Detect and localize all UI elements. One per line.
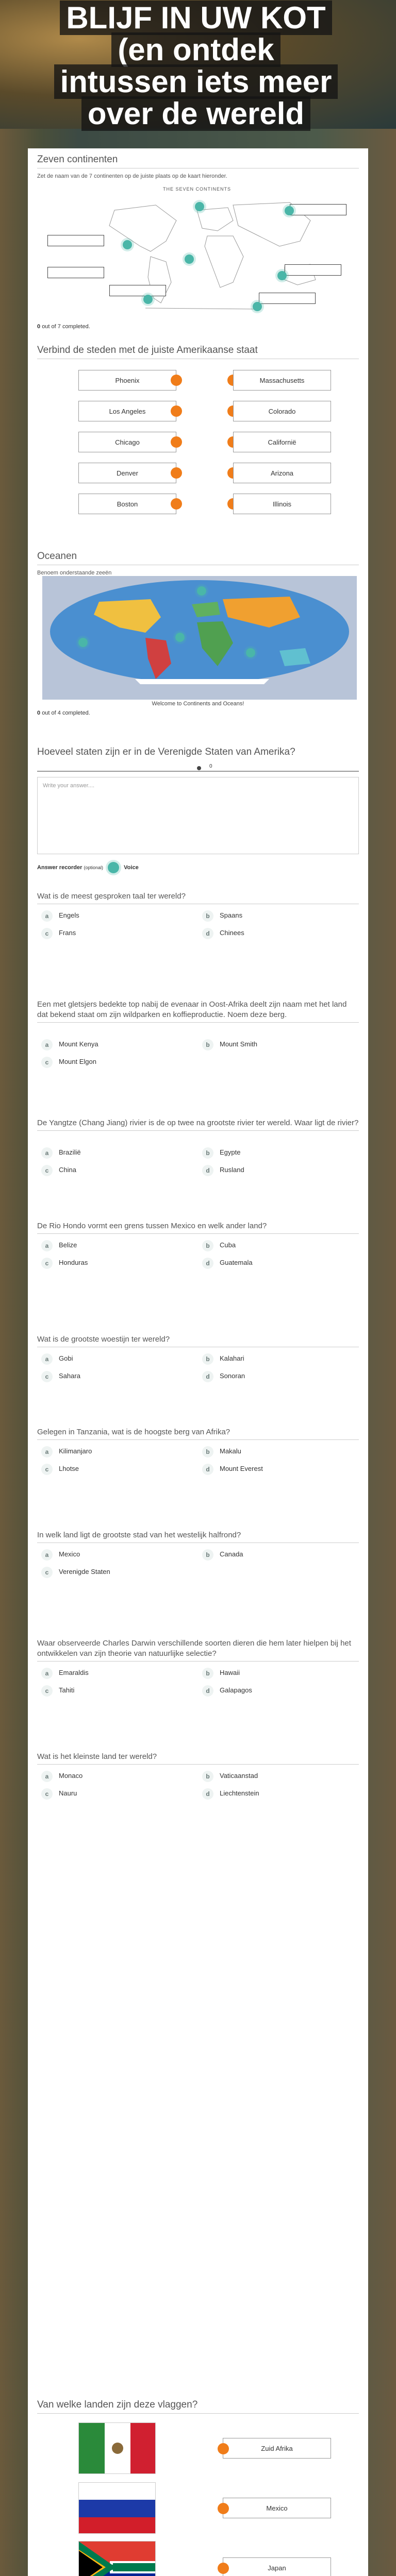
- option-letter: c: [41, 1567, 53, 1578]
- option-label: Chinees: [220, 929, 244, 937]
- question-title: Gelegen in Tanzania, wat is de hoogste berg van Afrika?: [37, 1427, 359, 1440]
- continent-marker-5[interactable]: [143, 295, 153, 304]
- answer-option-b[interactable]: [202, 1548, 243, 1561]
- answer-slider-knob[interactable]: [197, 766, 201, 770]
- question-title: Waar observeerde Charles Darwin verschillende soorten dieren die hem later hielpen bij het ontwikkelen van zijn theorie van natuurlijke selectie?: [37, 1638, 359, 1662]
- answer-option-d[interactable]: [202, 1462, 263, 1476]
- option-label: Frans: [59, 929, 76, 937]
- answer-option-d[interactable]: [202, 1369, 245, 1383]
- question-title: Wat is de grootste woestijn ter wereld?: [37, 1334, 359, 1347]
- answer-option-a[interactable]: [41, 909, 79, 922]
- option-label: Brazilië: [59, 1148, 81, 1156]
- answer-option-d[interactable]: [202, 1163, 244, 1177]
- option-label: Kilimanjaro: [59, 1447, 92, 1455]
- question-multiple-choice: [37, 1221, 359, 1267]
- quiz-sheet: [28, 148, 368, 2576]
- answer-option-a[interactable]: [41, 1038, 98, 1051]
- answer-option-c[interactable]: [41, 1369, 80, 1383]
- option-label: Makalu: [220, 1447, 241, 1455]
- option-letter: b: [202, 1147, 213, 1159]
- option-letter: d: [202, 1788, 213, 1800]
- option-label: Rusland: [220, 1166, 244, 1174]
- option-label: Cuba: [220, 1241, 236, 1249]
- question-multiple-choice: [37, 1530, 359, 1576]
- answer-option-b[interactable]: [202, 1146, 240, 1159]
- match-city-connector[interactable]: [171, 405, 182, 417]
- option-label: Sahara: [59, 1372, 80, 1380]
- match-state-card[interactable]: Illinois: [233, 494, 331, 514]
- option-letter: a: [41, 1039, 53, 1050]
- question-title: In welk land ligt de grootste stad van het westelijk halfrond?: [37, 1530, 359, 1543]
- match-city-card[interactable]: Phoenix: [78, 370, 176, 391]
- option-label: Mexico: [59, 1550, 80, 1558]
- answer-option-b[interactable]: [202, 1352, 244, 1365]
- question-multiple-choice: [37, 1427, 359, 1473]
- answer-option-c[interactable]: [41, 1787, 77, 1800]
- match-state-card[interactable]: Arizona: [233, 463, 331, 483]
- option-label: Mount Everest: [220, 1465, 263, 1472]
- option-letter: d: [202, 1165, 213, 1176]
- flag-answer-option[interactable]: [223, 2498, 331, 2518]
- option-letter: d: [202, 928, 213, 939]
- flag-answer-option[interactable]: [223, 2557, 331, 2576]
- option-label: Hawaii: [220, 1669, 240, 1676]
- question-multiple-choice: [37, 1638, 359, 1694]
- ocean-marker-4[interactable]: [197, 586, 206, 596]
- answer-option-a[interactable]: [41, 1666, 89, 1680]
- answer-option-c[interactable]: [41, 1256, 88, 1269]
- question-oceans: [37, 550, 359, 716]
- option-letter: a: [41, 1668, 53, 1679]
- slider-min-label: 0: [209, 764, 212, 769]
- match-city-connector[interactable]: [171, 467, 182, 479]
- option-label: Kalahari: [220, 1354, 244, 1362]
- option-letter: a: [41, 1240, 53, 1251]
- oceans-status: 0 out of 4 completed.: [37, 710, 90, 716]
- continent-drop-5[interactable]: [285, 264, 341, 276]
- match-city-connector[interactable]: [171, 436, 182, 448]
- recorder-label: Answer recorder: [37, 864, 82, 871]
- ocean-caption: Welcome to Continents and Oceans!: [152, 701, 244, 707]
- question-title: Een met gletsjers bedekte top nabij de evenaar in Oost-Afrika deelt zijn naam met het land dat bekend staat om zijn wildparken en koffieproductie. Noem deze berg.: [37, 999, 359, 1023]
- option-letter: a: [41, 1771, 53, 1782]
- question-title: Oceanen: [37, 550, 359, 565]
- page-title: BLIJF IN UW KOT (en ontdek intussen iets meer over de wereld: [52, 2, 340, 130]
- option-label: Vaticaanstad: [220, 1772, 258, 1780]
- option-label: Mount Kenya: [59, 1040, 98, 1048]
- match-city-connector[interactable]: [171, 375, 182, 386]
- option-label: Egypte: [220, 1148, 241, 1156]
- match-city-card[interactable]: Los Angeles: [78, 401, 176, 421]
- question-continents: [37, 154, 359, 330]
- option-label: Mount Smith: [220, 1040, 257, 1048]
- match-list: [37, 370, 359, 524]
- match-row: [37, 494, 359, 514]
- question-title: De Yangtze (Chang Jiang) rivier is de op twee na grootste rivier ter wereld. Waar ligt de rivier?: [37, 1118, 359, 1131]
- option-letter: a: [41, 1446, 53, 1458]
- option-letter: d: [202, 1464, 213, 1475]
- question-title: Van welke landen zijn deze vlaggen?: [37, 2399, 359, 2414]
- continent-marker-1[interactable]: [123, 240, 132, 249]
- continent-marker-7[interactable]: [253, 302, 262, 311]
- answer-option-a[interactable]: [41, 1445, 92, 1458]
- option-letter: d: [202, 1685, 213, 1697]
- flag-answer-option[interactable]: [223, 2438, 331, 2459]
- option-letter: c: [41, 1371, 53, 1382]
- question-flags: [37, 2399, 359, 2572]
- ocean-marker-2[interactable]: [175, 633, 185, 642]
- option-letter: b: [202, 1240, 213, 1251]
- option-label: China: [59, 1166, 76, 1174]
- option-label: Guatemala: [220, 1259, 253, 1266]
- answer-option-c[interactable]: [41, 1055, 96, 1069]
- match-city-card[interactable]: Denver: [78, 463, 176, 483]
- continent-drop-4[interactable]: [259, 293, 316, 304]
- option-label: Canada: [220, 1550, 243, 1558]
- match-state-card[interactable]: Colorado: [233, 401, 331, 421]
- option-letter: c: [41, 1165, 53, 1176]
- answer-option-a[interactable]: [41, 1239, 77, 1252]
- option-letter: b: [202, 1771, 213, 1782]
- answer-option-c[interactable]: [41, 1163, 76, 1177]
- option-letter: c: [41, 1464, 53, 1475]
- answer-option-c[interactable]: [41, 1462, 79, 1476]
- question-title: Zeven continenten: [37, 154, 359, 168]
- option-label: Nauru: [59, 1789, 77, 1797]
- question-matching: [37, 344, 359, 508]
- match-state-card[interactable]: Californië: [233, 432, 331, 452]
- question-multiple-choice: [37, 1752, 359, 1798]
- answer-option-c[interactable]: [41, 1565, 110, 1579]
- continent-drop-2[interactable]: [47, 267, 104, 278]
- option-letter: d: [202, 1258, 213, 1269]
- option-label: Verenigde Staten: [59, 1568, 110, 1575]
- flag-connector[interactable]: [218, 2503, 229, 2514]
- answer-option-d[interactable]: [202, 1256, 253, 1269]
- continent-drop-7[interactable]: [207, 311, 259, 316]
- question-prompt: Benoem onderstaande zeeën: [37, 570, 112, 576]
- continent-drop-6[interactable]: [290, 204, 346, 215]
- question-title: Verbind de steden met de juiste Amerikaanse staat: [37, 344, 359, 359]
- option-letter: c: [41, 928, 53, 939]
- option-label: Galapagos: [220, 1686, 252, 1694]
- option-label: Liechtenstein: [220, 1789, 259, 1797]
- answer-slider-track[interactable]: [37, 771, 359, 772]
- answer-recorder: [37, 862, 139, 873]
- answer-option-b[interactable]: [202, 909, 242, 922]
- answer-option-b[interactable]: [202, 1769, 258, 1783]
- match-row: [37, 432, 359, 452]
- answer-option-c[interactable]: [41, 926, 76, 940]
- option-letter: b: [202, 910, 213, 922]
- option-letter: b: [202, 1549, 213, 1561]
- question-multiple-choice: [37, 999, 359, 1066]
- match-row: [37, 401, 359, 421]
- continent-marker-6[interactable]: [277, 271, 287, 280]
- match-row: [37, 463, 359, 483]
- recorder-optional: (optional): [84, 865, 104, 870]
- option-letter: c: [41, 1685, 53, 1697]
- option-label: Sonoran: [220, 1372, 245, 1380]
- answer-option-c[interactable]: [41, 1684, 74, 1697]
- answer-option-a[interactable]: [41, 1146, 81, 1159]
- flag-option-label: Mexico: [266, 2504, 288, 2512]
- match-row: [37, 370, 359, 391]
- answer-option-a[interactable]: [41, 1548, 80, 1561]
- question-states: [37, 746, 359, 871]
- flag-option-label: Japan: [268, 2564, 286, 2572]
- option-letter: c: [41, 1788, 53, 1800]
- ocean-marker-3[interactable]: [246, 648, 255, 657]
- continents-status: 0 out of 7 completed.: [37, 324, 90, 330]
- answer-textarea[interactable]: Write your answer....: [37, 777, 359, 854]
- option-label: Belize: [59, 1241, 77, 1249]
- option-letter: d: [202, 1371, 213, 1382]
- option-letter: a: [41, 1353, 53, 1365]
- match-city-connector[interactable]: [171, 498, 182, 510]
- question-title: De Rio Hondo vormt een grens tussen Mexico en welk ander land?: [37, 1221, 359, 1234]
- hero-banner: [0, 0, 396, 129]
- flag-connector[interactable]: [218, 2563, 229, 2574]
- answer-option-a[interactable]: [41, 1769, 82, 1783]
- option-letter: b: [202, 1353, 213, 1365]
- answer-option-b[interactable]: [202, 1239, 236, 1252]
- option-letter: b: [202, 1668, 213, 1679]
- option-label: Emaraldis: [59, 1669, 89, 1676]
- option-label: Honduras: [59, 1259, 88, 1266]
- continent-marker-4[interactable]: [185, 255, 194, 264]
- question-prompt: Zet de naam van de 7 continenten op de juiste plaats op de kaart hieronder.: [37, 173, 227, 179]
- question-multiple-choice: [37, 1118, 359, 1174]
- continent-drop-1[interactable]: [47, 235, 104, 246]
- option-letter: b: [202, 1039, 213, 1050]
- answer-option-d[interactable]: [202, 1787, 259, 1800]
- answer-option-a[interactable]: [41, 1352, 73, 1365]
- option-label: Tahiti: [59, 1686, 75, 1694]
- option-letter: a: [41, 1147, 53, 1159]
- option-label: Spaans: [220, 911, 243, 919]
- match-state-card[interactable]: Massachusetts: [233, 370, 331, 391]
- question-multiple-choice: [37, 891, 359, 937]
- option-label: Gobi: [59, 1354, 73, 1362]
- continent-marker-2[interactable]: [195, 202, 204, 211]
- question-title: Hoeveel staten zijn er in de Verenigde Staten van Amerika?: [37, 747, 295, 757]
- ocean-map: [42, 576, 357, 700]
- continent-drop-3[interactable]: [109, 285, 166, 296]
- option-letter: c: [41, 1057, 53, 1068]
- answer-option-b[interactable]: [202, 1038, 257, 1051]
- match-city-card[interactable]: Chicago: [78, 432, 176, 452]
- option-label: Lhotse: [59, 1465, 79, 1472]
- continent-map: [42, 184, 352, 313]
- answer-option-b[interactable]: [202, 1666, 240, 1680]
- answer-option-b[interactable]: [202, 1445, 241, 1458]
- ocean-marker-1[interactable]: [78, 638, 88, 647]
- option-label: Monaco: [59, 1772, 83, 1780]
- option-letter: a: [41, 1549, 53, 1561]
- answer-option-d[interactable]: [202, 926, 244, 940]
- flag-connector[interactable]: [218, 2443, 229, 2454]
- match-city-card[interactable]: Boston: [78, 494, 176, 514]
- voice-record-button[interactable]: [108, 862, 119, 873]
- map-title: THE SEVEN CONTINENTS: [162, 187, 231, 192]
- answer-option-d[interactable]: [202, 1684, 252, 1697]
- question-title: Wat is het kleinste land ter wereld?: [37, 1752, 359, 1765]
- option-label: Mount Elgon: [59, 1058, 96, 1065]
- flag-option-label: Zuid Afrika: [261, 2445, 293, 2452]
- voice-label: Voice: [124, 864, 139, 871]
- option-letter: a: [41, 910, 53, 922]
- question-title: Wat is de meest gesproken taal ter wereld?: [37, 891, 359, 904]
- flag-options: [37, 2399, 359, 2576]
- option-letter: b: [202, 1446, 213, 1458]
- question-multiple-choice: [37, 1334, 359, 1380]
- option-label: Engels: [59, 911, 79, 919]
- continent-marker-3[interactable]: [285, 206, 294, 215]
- option-letter: c: [41, 1258, 53, 1269]
